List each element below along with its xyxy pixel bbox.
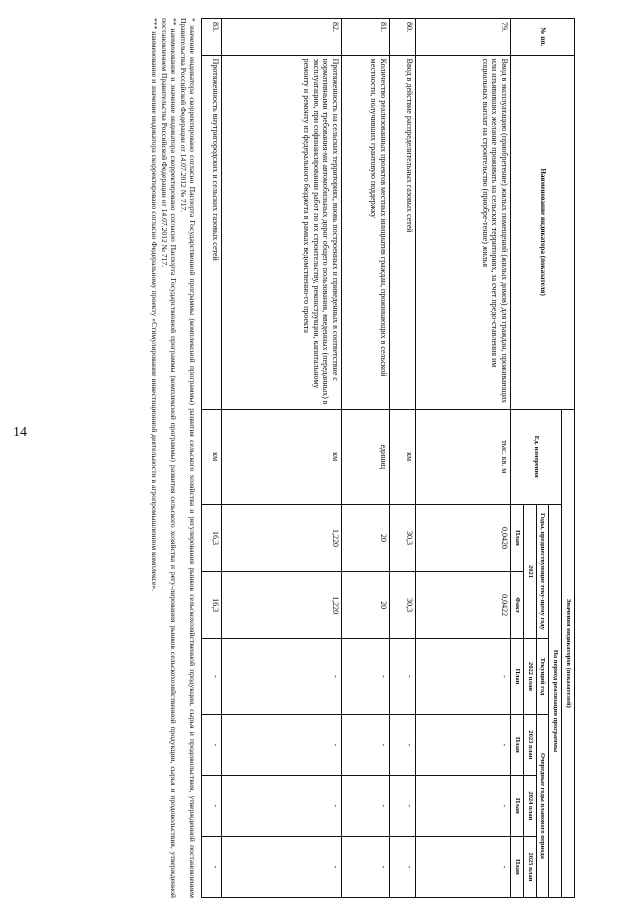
header-num: № пп. — [511, 19, 575, 56]
header-plan-2021: План — [511, 504, 524, 571]
unit-cell: тыс. кв. м — [416, 409, 511, 504]
table-header — [511, 19, 575, 898]
plan-2023-cell: - — [202, 714, 222, 775]
row-number: 79. — [416, 19, 511, 56]
plan-2023-cell: - — [222, 714, 342, 775]
plan-2021-cell: 20 — [342, 504, 390, 571]
table-row — [202, 19, 222, 898]
header-name: Наименование индикатора (показателя) — [511, 55, 575, 409]
unit-cell: км — [202, 409, 222, 504]
rotated-page-content — [55, 18, 575, 898]
indicator-name: Количество реализованных проектов местных инициатив граждан, проживающих в сельской местности, получивших грантовую поддержку — [342, 55, 390, 409]
table-body — [202, 19, 511, 898]
plan-2021-cell: 1,220 — [222, 504, 342, 571]
header-values: Значения индикаторов (показателей) — [562, 409, 575, 897]
row-number: 80. — [390, 19, 416, 56]
unit-cell: единиц — [342, 409, 390, 504]
row-number: 81. — [342, 19, 390, 56]
plan-2021-cell: 0,0420 — [416, 504, 511, 571]
plan-2024-cell: - — [390, 775, 416, 836]
plan-2024-cell: - — [342, 775, 390, 836]
header-next-years: Очередные годы планового периода — [536, 714, 549, 897]
header-2022: 2022 план — [523, 639, 536, 715]
indicator-name: Протяженность внутригородских и сельских газовых сетей — [202, 55, 222, 409]
header-prev-years: Годы, предшествующие теку-щему году — [536, 504, 549, 638]
indicators-table — [201, 18, 575, 898]
plan-2025-cell: - — [390, 836, 416, 897]
unit-cell: км — [222, 409, 342, 504]
footnote-1: * значение индикатора скорректировано согласно Паспорта Государственной программы (комплексной программы) развития сельского хозяйства и регулирования рынков сельскохозяйственной продукции, сырья и продовольствия, утвержденной постановлением Правительства Российской Федерации от 14.07.2012 № 717. — [178, 18, 198, 898]
plan-2022-cell: - — [390, 639, 416, 715]
fact-2021-cell: 16,3 — [202, 572, 222, 639]
plan-2021-cell: 30,3 — [390, 504, 416, 571]
row-number: 83. — [202, 19, 222, 56]
header-plan-2024: План — [511, 775, 524, 836]
plan-2023-cell: - — [390, 714, 416, 775]
plan-2024-cell: - — [416, 775, 511, 836]
plan-2025-cell: - — [416, 836, 511, 897]
plan-2022-cell: - — [416, 639, 511, 715]
unit-cell: км — [390, 409, 416, 504]
header-2021: 2021 — [523, 504, 536, 638]
footnotes — [150, 18, 197, 898]
header-unit: Ед. измерения — [511, 409, 562, 504]
table-row — [222, 19, 342, 898]
header-2024: 2024 план — [523, 775, 536, 836]
plan-2023-cell: - — [416, 714, 511, 775]
header-2023: 2023 план — [523, 714, 536, 775]
header-current-year: Текущий год — [536, 639, 549, 715]
fact-2021-cell: 30,3 — [390, 572, 416, 639]
plan-2024-cell: - — [202, 775, 222, 836]
header-plan-2025: План — [511, 836, 524, 897]
plan-2022-cell: - — [342, 639, 390, 715]
header-fact-2021: Факт — [511, 572, 524, 639]
plan-2021-cell: 16,3 — [202, 504, 222, 571]
indicator-name: Ввод в действие распределительных газовых сетей — [390, 55, 416, 409]
plan-2022-cell: - — [222, 639, 342, 715]
header-plan-2023: План — [511, 714, 524, 775]
indicator-name: Ввод в эксплуатацию (приобретение) жилых помещений (жилых домов) для граждан, проживающих или изъявивших желание проживать на сельских территориях, за счет предо-ставления им социальных выплат на строительство (приобре-тение) жилья — [416, 55, 511, 409]
table-row — [390, 19, 416, 898]
fact-2021-cell: 1,220 — [222, 572, 342, 639]
plan-2025-cell: - — [202, 836, 222, 897]
header-plan-2022: План — [511, 639, 524, 715]
footnote-3: *** наименование и значение индикатора скорректировано согласно Федеральному проекту «Стимулирование инвестиционной деятельности в агропромышленном комплексе». — [150, 18, 160, 592]
plan-2022-cell: - — [202, 639, 222, 715]
plan-2024-cell: - — [222, 775, 342, 836]
plan-2023-cell: - — [342, 714, 390, 775]
table-row — [416, 19, 511, 898]
fact-2021-cell: 0,0422 — [416, 572, 511, 639]
plan-2025-cell: - — [222, 836, 342, 897]
table-row — [342, 19, 390, 898]
footnote-2: ** наименование и значение индикатора скорректировано согласно Паспорта Государственной программы (комплексной программы) развития сельского хозяйства и регу-лирования рынков сельскохозяйственной продукции, сырья и продовольствия, утвержденной постановлением Правительства Российской Федерации от 14.07.2012 № 717. — [159, 18, 179, 898]
plan-2025-cell: - — [342, 836, 390, 897]
fact-2021-cell: 20 — [342, 572, 390, 639]
header-2025: 2025 план — [523, 836, 536, 897]
row-number: 82. — [222, 19, 342, 56]
header-period: На период реализации программы — [549, 504, 562, 897]
indicator-name: Протяженность на сельских территориях, вновь построенных и приведенных в соответствие с нормативными требования-ми автомобильных дорог общего пользования, введенных (переданных) в эксплуатацию, при софинансировании работ по их строительству, реконструкции, капитальному ремонту и ремонту из федерального бюджета в рамках ведомственно-го проекта — [222, 55, 342, 409]
page-number: 14 — [13, 425, 27, 440]
